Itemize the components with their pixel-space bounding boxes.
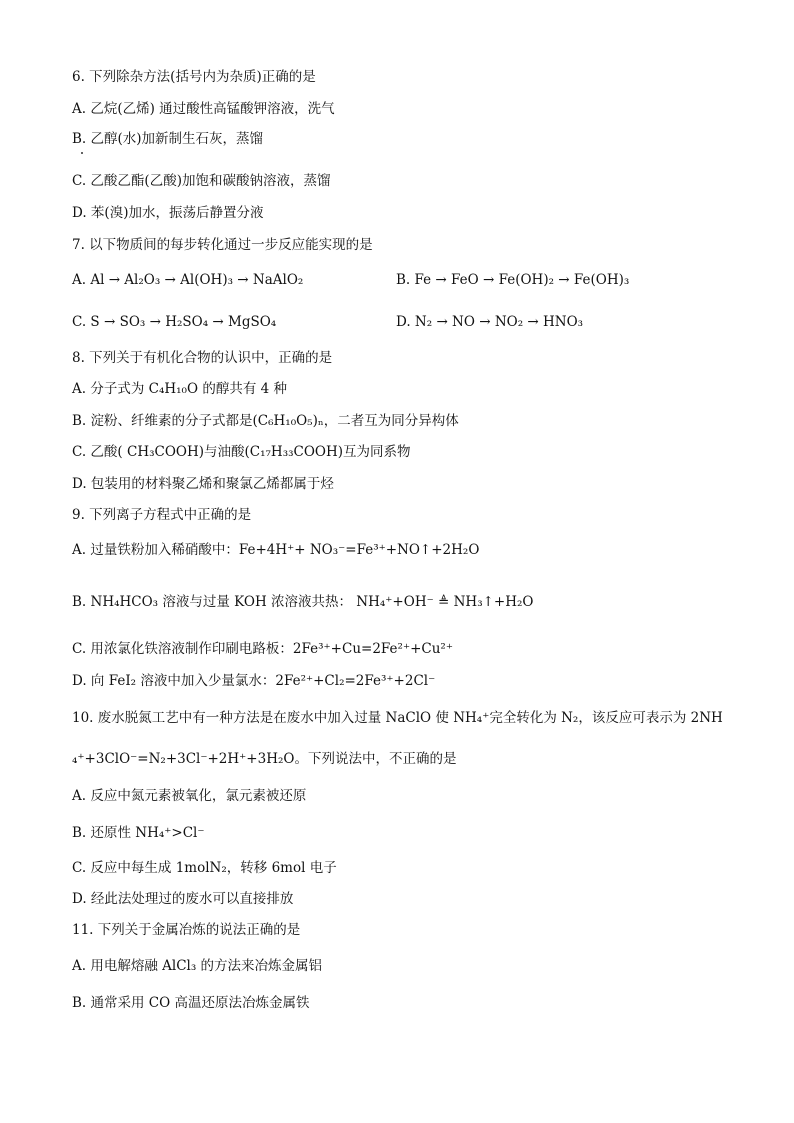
option-d: D. 经此法处理过的废水可以直接排放	[72, 891, 294, 907]
question-stem-line2: ₄⁺+3ClO⁻=N₂+3Cl⁻+2H⁺+3H₂O。下列说法中，不正确的是	[72, 751, 457, 767]
option-c: C. 乙酸( CH₃COOH)与油酸(C₁₇H₃₃COOH)互为同系物	[72, 444, 411, 460]
option-c: C. 用浓氯化铁溶液制作印刷电路板：2Fe³⁺+Cu=2Fe²⁺+Cu²⁺	[72, 641, 453, 657]
option-c: C. S → SO₃ → H₂SO₄ → MgSO₄	[72, 314, 277, 330]
option-b: B. Fe → FeO → Fe(OH)₂ → Fe(OH)₃	[396, 272, 630, 288]
option-b: B. 通常采用 CO 高温还原法冶炼金属铁	[72, 995, 310, 1011]
question-stem: 11. 下列关于金属冶炼的说法正确的是	[72, 922, 301, 938]
question-stem: 9. 下列离子方程式中正确的是	[72, 507, 252, 523]
option-c: C. 乙酸乙酯(乙酸)加饱和碳酸钠溶液，蒸馏	[72, 173, 331, 189]
question-stem: 6. 下列除杂方法(括号内为杂质)正确的是	[72, 69, 316, 85]
option-a: A. 过量铁粉加入稀硝酸中：Fe+4H⁺+ NO₃⁻=Fe³⁺+NO↑+2H₂O	[72, 542, 480, 558]
option-a: A. 反应中氮元素被氧化，氯元素被还原	[72, 788, 307, 804]
option-a: A. 乙烷(乙烯) 通过酸性高锰酸钾溶液，洗气	[72, 101, 335, 117]
question-stem: 8. 下列关于有机化合物的认识中，正确的是	[72, 350, 333, 366]
option-b: B. 还原性 NH₄⁺>Cl⁻	[72, 825, 205, 841]
question-stem-line1: 10. 废水脱氮工艺中有一种方法是在废水中加入过量 NaClO 使 NH₄⁺完全转化为 N₂，该反应可表示为 2NH	[72, 710, 723, 726]
option-b: B. 淀粉、纤维素的分子式都是(C₆H₁₀O₅)ₙ，二者互为同分异构体	[72, 413, 459, 429]
option-d: D. 向 FeI₂ 溶液中加入少量氯水：2Fe²⁺+Cl₂=2Fe³⁺+2Cl⁻	[72, 673, 436, 689]
option-d: D. N₂ → NO → NO₂ → HNO₃	[396, 314, 584, 330]
stray-dot	[81, 152, 83, 154]
option-b: B. NH₄HCO₃ 溶液与过量 KOH 浓溶液共热： NH₄⁺+OH⁻ ≜ NH₃↑+H₂O	[72, 594, 534, 610]
question-stem: 7. 以下物质间的每步转化通过一步反应能实现的是	[72, 237, 373, 253]
option-d: D. 苯(溴)加水，振荡后静置分液	[72, 205, 264, 221]
option-c: C. 反应中每生成 1molN₂，转移 6mol 电子	[72, 860, 337, 876]
option-a: A. 分子式为 C₄H₁₀O 的醇共有 4 种	[72, 381, 287, 397]
option-a: A. 用电解熔融 AlCl₃ 的方法来冶炼金属铝	[72, 958, 323, 974]
option-d: D. 包装用的材料聚乙烯和聚氯乙烯都属于烃	[72, 476, 334, 492]
option-a: A. Al → Al₂O₃ → Al(OH)₃ → NaAlO₂	[72, 272, 304, 288]
option-b: B. 乙醇(水)加新制生石灰，蒸馏	[72, 131, 264, 147]
